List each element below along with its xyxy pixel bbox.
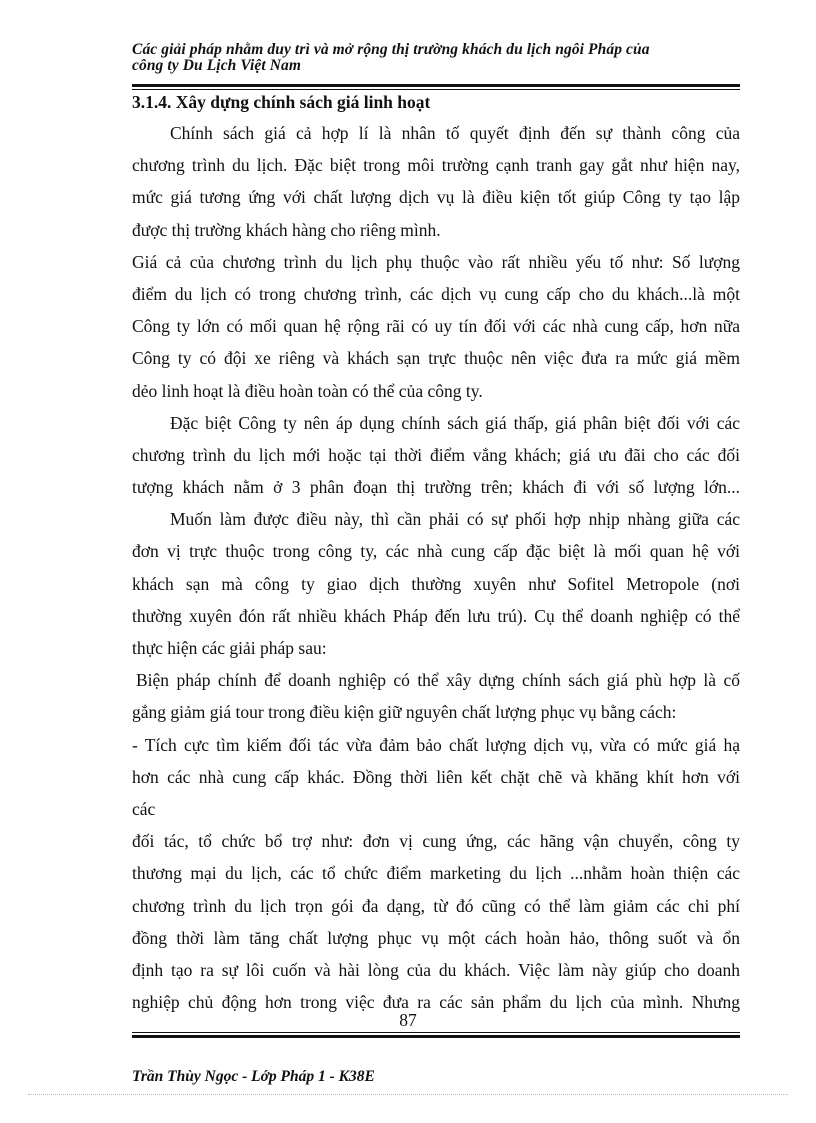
- body-line: thực hiện các giải pháp sau:: [132, 638, 327, 658]
- body-line: được thị trường khách hàng cho riêng mình.: [132, 219, 441, 240]
- body-line: Công ty có đội xe riêng và khách sạn trực thuộc nên việc đưa ra mức giá mềm: [132, 348, 740, 369]
- header-line-2: công ty Du Lịch Việt Nam: [132, 57, 302, 74]
- body-line: điểm du lịch có trong chương trình, các dịch vụ cung cấp cho du khách...là một: [132, 283, 740, 304]
- running-footer: Trần Thùy Ngọc - Lớp Pháp 1 - K38E: [132, 1068, 375, 1085]
- body-line: - Tích cực tìm kiếm đối tác vừa đảm bảo chất lượng dịch vụ, vừa có mức giá hạ: [132, 734, 740, 755]
- body-line: các: [132, 798, 156, 819]
- body-line: Biện pháp chính để doanh nghiệp có thể xây dựng chính sách giá phù hợp là cố: [136, 670, 740, 691]
- body-line: hơn các nhà cung cấp khác. Đồng thời liên kết chặt chẽ và khăng khít hơn với: [132, 766, 740, 787]
- running-header: [132, 42, 772, 74]
- body-line: chương trình du lịch. Đặc biệt trong môi trường cạnh tranh gay gắt như hiện nay,: [132, 155, 740, 176]
- header-line-1: Các giải pháp nhằm duy trì và mở rộng thị trường khách du lịch ngôi Pháp của: [132, 41, 650, 58]
- body-line: Giá cả của chương trình du lịch phụ thuộc vào rất nhiều yếu tố như: Số lượng: [132, 251, 740, 272]
- body-line: chương trình du lịch trọn gói đa dạng, từ đó cũng có thể làm giảm các chi phí: [132, 895, 740, 916]
- body-line: mức giá tương ứng với chất lượng dịch vụ là điều kiện tốt giúp Công ty tạo lập: [132, 187, 740, 208]
- footer-rule: [132, 1032, 740, 1038]
- body-line: khách sạn mà công ty giao dịch thường xuyên như Sofitel Metropole (nơi: [132, 573, 740, 594]
- body-line: Công ty lớn có mối quan hệ rộng rãi có uy tín đối với các nhà cung cấp, hơn nữa: [132, 316, 740, 337]
- body-line: tượng khách nằm ở 3 phân đoạn thị trường trên; khách đi với số lượng lớn...: [132, 477, 740, 498]
- body-line: gắng giảm giá tour trong điều kiện giữ nguyên chất lượng phục vụ bằng cách:: [132, 702, 677, 723]
- header-rule: [132, 84, 740, 90]
- body-line: định tạo ra sự lôi cuốn và hài lòng của du khách. Việc làm này giúp cho doanh: [132, 959, 740, 980]
- body-line: nghiệp chủ động hơn trong việc đưa ra các sản phẩm du lịch của mình. Nhưng: [132, 992, 740, 1013]
- body-line: Đặc biệt Công ty nên áp dụng chính sách giá thấp, giá phân biệt đối với các: [170, 412, 740, 433]
- body-line: Chính sách giá cả hợp lí là nhân tố quyết định đến sự thành công của: [170, 123, 740, 143]
- body-line: đơn vị trực thuộc trong công ty, các nhà cung cấp đặc biệt là mối quan hệ với: [132, 541, 740, 562]
- page-edge-dotted-line: [28, 1094, 788, 1095]
- body-line: đồng thời làm tăng chất lượng phục vụ một cách hoàn hảo, thông suốt và ổn: [132, 927, 740, 948]
- section-heading: 3.1.4. Xây dựng chính sách giá linh hoạt: [132, 92, 431, 112]
- body-line: đối tác, tổ chức bổ trợ như: đơn vị cung ứng, các hãng vận chuyển, công ty: [132, 831, 740, 852]
- body-text: [132, 117, 740, 1018]
- body-line: dẻo linh hoạt là điều hoàn toàn có thể của công ty.: [132, 380, 483, 401]
- body-line: thường xuyên đón rất nhiều khách Pháp đến lưu trú). Cụ thể doanh nghiệp có thể: [132, 605, 740, 626]
- body-line: thương mại du lịch, các tổ chức điểm marketing du lịch ...nhằm hoàn thiện các: [132, 863, 740, 884]
- page-number: 87: [399, 1010, 417, 1030]
- body-line: Muốn làm được điều này, thì cần phải có sự phối hợp nhịp nhàng giữa các: [170, 509, 740, 530]
- body-line: chương trình du lịch mới hoặc tại thời điểm vắng khách; giá ưu đãi cho các đối: [132, 444, 740, 465]
